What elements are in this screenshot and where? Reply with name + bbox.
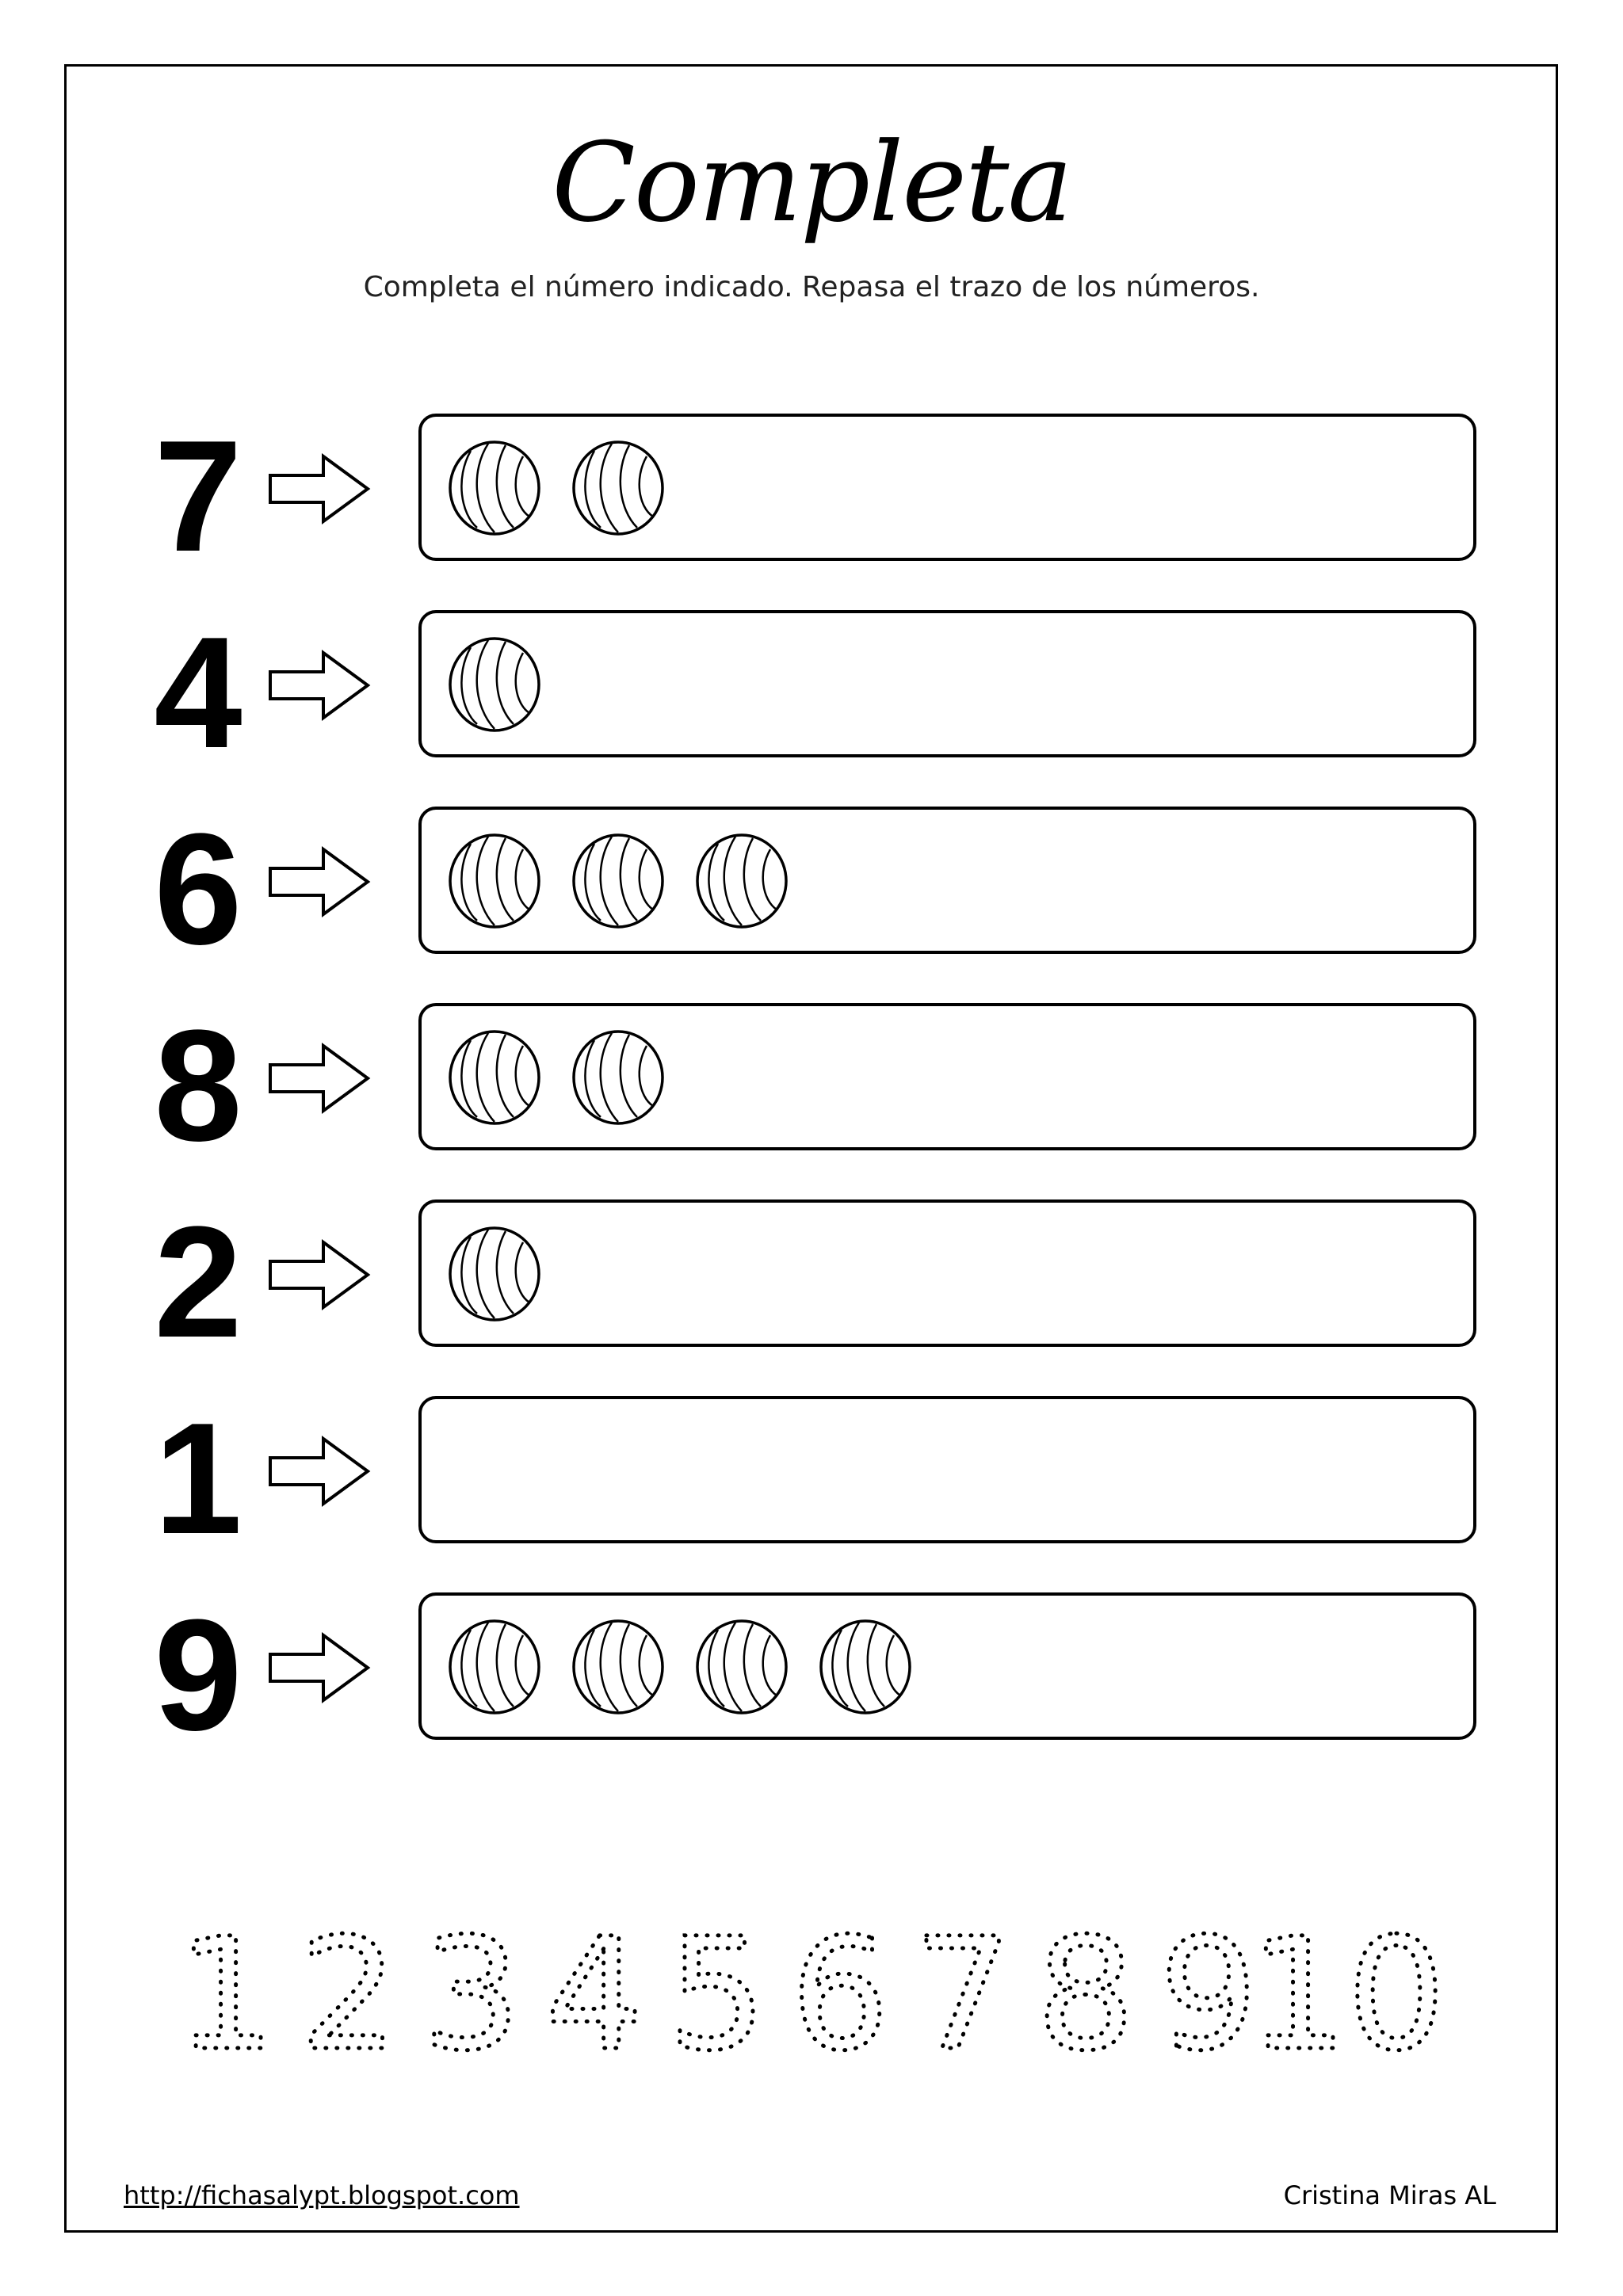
ball-group	[447, 1618, 913, 1716]
tracing-number: 3	[422, 1925, 521, 2060]
tracing-number: 7	[913, 1925, 1013, 2060]
worksheet-title: Completa	[552, 119, 1071, 246]
tracing-number: 8	[1036, 1925, 1136, 2060]
target-number: 8	[154, 997, 242, 1174]
worksheet-instructions: Completa el número indicado. Repasa el trazo de los números.	[363, 271, 1260, 303]
footer-author: Cristina Miras AL	[1283, 2180, 1496, 2210]
striped-ball-icon	[447, 1618, 542, 1716]
striped-ball-icon	[694, 1618, 789, 1716]
striped-ball-icon	[447, 1225, 542, 1323]
answer-box[interactable]	[418, 1396, 1476, 1543]
tracing-number: 5	[667, 1925, 767, 2060]
ball-group	[447, 439, 666, 537]
exercise-row	[0, 1390, 1623, 1567]
arrow-right-outline-icon	[268, 1436, 371, 1507]
tracing-number: 4	[544, 1925, 644, 2060]
footer-blog-link[interactable]: http://fichasalypt.blogspot.com	[124, 2180, 520, 2210]
striped-ball-icon	[694, 832, 789, 930]
exercise-row	[0, 408, 1623, 585]
ball-group	[447, 1028, 666, 1127]
tracing-number: 6	[790, 1925, 890, 2060]
arrow-right-outline-icon	[268, 453, 371, 524]
exercise-row	[0, 1587, 1623, 1764]
target-number: 1	[154, 1390, 242, 1567]
answer-box[interactable]	[418, 1003, 1476, 1150]
arrow-right-outline-icon	[268, 1239, 371, 1310]
answer-box[interactable]	[418, 1199, 1476, 1347]
target-number: 6	[154, 801, 242, 978]
striped-ball-icon	[571, 832, 666, 930]
arrow-right-outline-icon	[268, 1043, 371, 1114]
dotted-tracing-numbers	[0, 1925, 1623, 2060]
tracing-number: 2	[299, 1925, 399, 2060]
striped-ball-icon	[447, 1028, 542, 1127]
target-number: 2	[154, 1194, 242, 1371]
ball-group	[447, 635, 542, 734]
ball-group	[447, 832, 789, 930]
tracing-number: 10	[1248, 1925, 1446, 2060]
striped-ball-icon	[571, 1028, 666, 1127]
striped-ball-icon	[447, 439, 542, 537]
exercise-row	[0, 605, 1623, 781]
answer-box[interactable]	[418, 1592, 1476, 1740]
answer-box[interactable]	[418, 610, 1476, 757]
target-number: 4	[154, 605, 242, 781]
target-number: 7	[154, 408, 242, 585]
arrow-right-outline-icon	[268, 846, 371, 917]
tracing-numbers-row	[0, 1925, 1623, 2060]
answer-box[interactable]	[418, 414, 1476, 561]
target-number: 9	[154, 1587, 242, 1764]
striped-ball-icon	[447, 635, 542, 734]
striped-ball-icon	[571, 439, 666, 537]
answer-box[interactable]	[418, 807, 1476, 954]
ball-group	[447, 1225, 542, 1323]
exercise-row	[0, 997, 1623, 1174]
exercise-row	[0, 1194, 1623, 1371]
arrow-right-outline-icon	[268, 1632, 371, 1703]
striped-ball-icon	[571, 1618, 666, 1716]
striped-ball-icon	[818, 1618, 913, 1716]
exercise-row	[0, 801, 1623, 978]
striped-ball-icon	[447, 832, 542, 930]
arrow-right-outline-icon	[268, 650, 371, 721]
tracing-number: 1	[176, 1925, 276, 2060]
tracing-number: 9	[1159, 1925, 1258, 2060]
